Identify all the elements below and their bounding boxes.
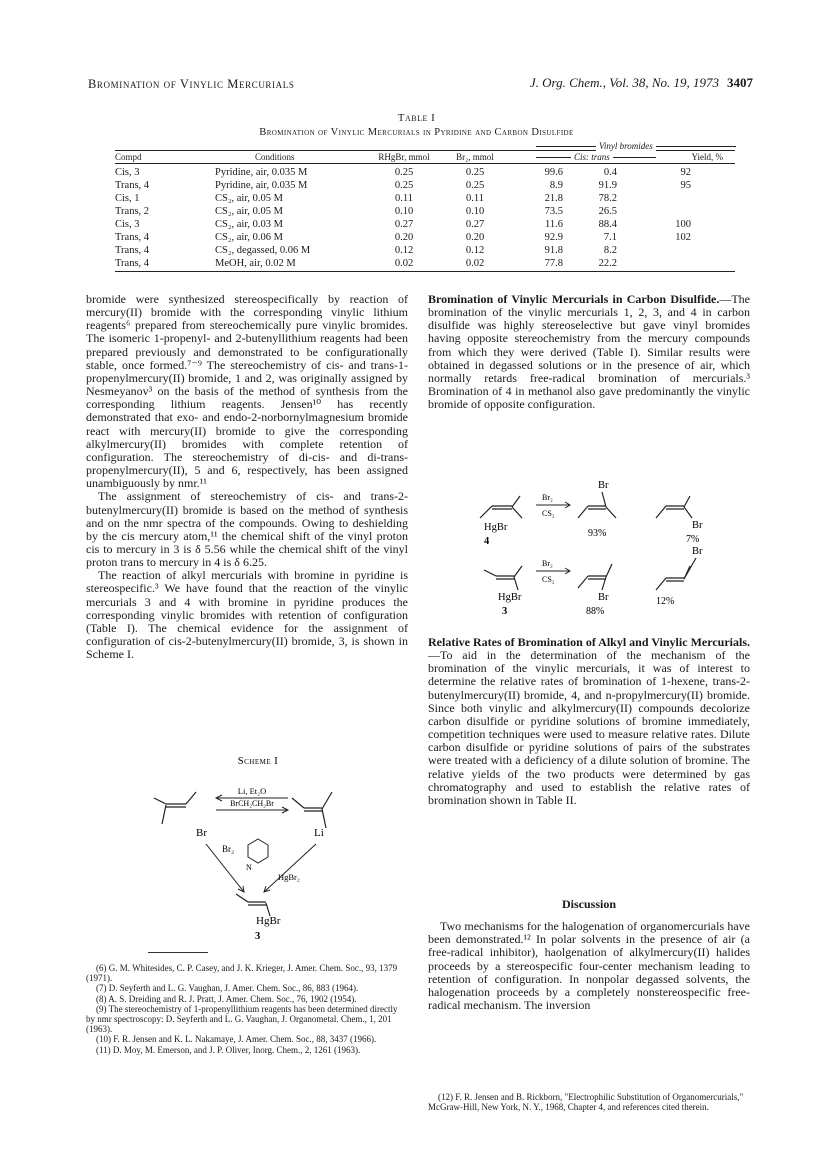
rxn-hgbr-label-bottom: HgBr [498,592,522,603]
col-header-rhgbr: RHgBr, mmol [378,152,430,162]
scheme-li-label: Li [314,827,324,839]
left-column [86,293,408,661]
cell-compd: Cis, 3 [115,167,140,178]
rxn-br-label-4: Br [692,546,703,557]
right-column-section-2 [428,636,750,807]
footnote: (7) D. Seyferth and L. G. Vaughan, J. Amer. Chem. Soc., 86, 883 (1964). [96,983,359,994]
cell-cis: 8.9 [549,180,563,191]
scheme-br-label: Br [196,827,207,839]
cell-rhgbr: 0.02 [394,258,414,269]
paragraph: The reaction of alkyl mercurials with bromine in pyridine is stereospecific.³ We have found that the reaction of the vinylic mercurials 3 and 4 with bromine in pyridine produces the corresponding vinylic bromides with retention of configuration (Table I). The chemical evidence for the assignment of configuration of cis-2-butenylmercury(II) bromide, 3, is shown in Scheme I. [86,568,408,662]
cell-rhgbr: 0.27 [394,219,414,230]
table-row [115,179,735,192]
cell-trans: 8.2 [603,245,617,256]
cell-cis: 99.6 [544,167,563,178]
table-row [115,205,735,218]
pyridine-ring [248,839,268,863]
cell-cis: 21.8 [544,193,563,204]
paragraph-text: —The bromination of the vinylic mercurials 1, 2, 3, and 4 in carbon disulfide was highly stereoselective but gave vinyl bromides having opposite stereochemistry from the mercury compounds from which they were derived (Table I). Similar results were obtained in degassed solutions or in the presence of air, which normally retards free-radical bromination of mercurials.³ Bromination of 4 in methanol also gave predominantly the vinylic bromide of opposite configuration. [428,292,750,412]
cis-butenylmercury-reactant [484,566,522,590]
cell-conditions: Pyridine, air, 0.035 M [215,167,308,178]
trans-vinyl-bromide-product [656,496,692,518]
cell-compd: Trans, 2 [115,206,150,217]
paragraph: bromide were synthesized stereospecifically by reaction of mercury(II) bromide with the corresponding vinylic lithium reagents⁶ prepared from stereochemically pure vinylic bromides. The isomeric 1-propenyl- and 2-butenyllithium reagents had been prepared previously and demonstrated to be configurationally stable, once formed.⁷⁻⁹ The stereochemistry of cis- and trans-1-propenylmercury(II) bromide, 1 and 2, was originally assigned by Nesmeyanov³ on the basis of the method of synthesis from the corresponding lithium reagents. Jensen¹⁰ has recently demonstrated that exo- and endo-2-norbornylmagnesium bromide react with mercury(II) bromide to give the corresponding alkylmercury(II) bromides with complete retention of configuration. The stereochemistry of di-cis- and di-trans-propenylmercury(II), 5 and 6, respectively, has been assigned unambiguously by nmr.¹¹ [86,292,408,491]
rxn-yield-7: 7% [686,534,700,545]
rxn-cs2-top: CS₂ [542,509,555,518]
scheme-hgbr-label: HgBr [256,915,281,927]
table-row [115,257,735,270]
section-heading: Bromination of Vinylic Mercurials in Carbon Disulfide. [428,292,720,306]
rxn-cs2-bottom: CS₂ [542,575,555,584]
rxn-hgbr-label-top: HgBr [484,522,508,533]
cell-cis: 92.9 [544,232,563,243]
running-title: Bromination of Vinylic Mercurials [88,77,295,91]
cell-conditions: CS₂, air, 0.03 M [215,219,283,230]
cell-conditions: CS₂, air, 0.05 M [215,193,283,204]
trans-butenylmercury-structure [480,496,522,518]
rxn-yield-88: 88% [586,606,605,617]
arrow-bottom-label: BrCH₂CH₂Br [230,799,274,808]
right-column-section-1 [428,293,750,411]
cell-rhgbr: 0.12 [394,245,414,256]
page-number: 3407 [727,75,753,90]
footnotes-right [428,1092,750,1112]
scheme-title: Scheme I [237,756,279,767]
cell-compd: Trans, 4 [115,232,150,243]
cell-br2: 0.25 [465,167,485,178]
cell-trans: 91.9 [598,180,617,191]
rxn-compound-4: 4 [484,536,490,547]
paragraph: Two mechanisms for the halogenation of organomercurials have been demonstrated.¹² In polar solvents in the presence of air (a free-radical inhibitor), haolgenation of alkylmercury(II) halides proceeds by a stereospecific four-center mechanism leading to retention of configuration. In nonpolar degassed solvents, the halogenation proceeds by a completely nonstereospecific free-radical mechanism. The inversion [428,919,750,1013]
col-header-yield: Yield, % [691,152,723,162]
cell-br2: 0.10 [465,206,485,217]
footnote: (11) D. Moy, M. Emerson, and J. P. Oliver, Inorg. Chem., 2, 1261 (1963). [96,1044,361,1055]
cis-vinyl-bromide-product [578,492,616,518]
scheme-compound-number: 3 [255,931,261,942]
cell-compd: Trans, 4 [115,245,150,256]
table-header-row [115,151,735,164]
cell-yield: 100 [675,219,691,230]
col-header-br2: Br₂, mmol [456,152,494,162]
paragraph [428,636,750,807]
cell-br2: 0.25 [465,180,485,191]
right-column-section-3 [428,898,750,1012]
trans-vinyl-bromide-product-2 [578,564,612,590]
cell-trans: 78.2 [598,193,617,204]
cell-compd: Trans, 4 [115,180,150,191]
cell-rhgbr: 0.10 [394,206,414,217]
section-heading: Discussion [561,897,617,911]
table-row [115,192,735,205]
scheme-diagram [140,752,370,942]
paragraph: The assignment of stereochemistry of cis- and trans-2-butenylmercury(II) bromide is based on the method of synthesis and on the nmr spectra of the compounds. Owing to deshielding by the cis mercury atom,¹¹ the chemical shift of the vinyl proton cis to mercury in 3 is δ 5.56 while the chemical shift of the vinyl proton trans to mercury in 4 is δ 6.25. [86,489,408,570]
cell-br2: 0.11 [466,193,484,204]
paragraph-text: —To aid in the determination of the mechanism of the bromination of the vinylic mercurials, it was of interest to determine the relative rates of bromination of 1-hexene, trans-2-butenylmercury(II) bromide, 4, and n-propylmercury(II) bromide. Since both vinylic and alkylmercury(II) compounds decolorize carbon disulfide or pyridine solutions of bromine immediately, competition techniques were used to measure relative rates. Dilute carbon disulfide or pyridine solutions of pairs of the substrates were treated with a deficiency of a dilute solution of bromine. The relative yields of the two products were determined by gas chromatography and used to establish the relative rates of bromination shown in Table II. [428,648,750,807]
table-row [115,244,735,257]
scheme-br2-label: Br₂ [222,844,235,854]
table-caption: Bromination of Vinylic Mercurials in Pyridine and Carbon Disulfide [259,127,574,138]
rxn-compound-3: 3 [502,606,508,617]
rxn-yield-93: 93% [588,528,607,539]
cell-yield: 95 [680,180,691,191]
table-bottom-rule [115,271,735,272]
cell-br2: 0.27 [465,219,485,230]
cell-conditions: Pyridine, air, 0.035 M [215,180,308,191]
cell-trans: 22.2 [598,258,617,269]
rxn-br-label-3: Br [598,592,609,603]
rxn-yield-12: 12% [656,596,675,607]
paragraph [428,293,750,411]
cell-rhgbr: 0.20 [394,232,414,243]
arrow-top-label: Li, Et₂O [237,786,267,796]
cell-cis: 73.5 [544,206,563,217]
footnote-rule [148,952,208,953]
journal-name: J. Org. Chem., Vol. 38, No. 19, 1973 [529,75,719,90]
cell-cis: 91.8 [544,245,563,256]
cell-br2: 0.20 [465,232,485,243]
rxn-br2-top: Br₂ [542,493,553,502]
cell-conditions: MeOH, air, 0.02 M [215,258,296,269]
rxn-br-label-1: Br [598,480,609,491]
cell-conditions: CS₂, degassed, 0.06 M [215,245,311,256]
table-sub-header: Cis: trans [571,152,613,162]
bromination-reaction-figure [470,478,730,628]
table-group-header: Vinyl bromides [596,141,656,151]
cis-butenylmercury-structure [236,894,270,916]
footnotes-left [86,963,408,1055]
table-row [115,231,735,244]
cell-trans: 88.4 [598,219,617,230]
scheme-n-label: N [246,863,252,872]
cell-rhgbr: 0.11 [395,193,413,204]
cell-cis: 11.6 [545,219,563,230]
cell-br2: 0.02 [465,258,485,269]
cell-br2: 0.12 [465,245,485,256]
table-row [115,218,735,231]
journal-citation [530,75,753,91]
cell-cis: 77.8 [544,258,563,269]
rxn-br-label-2: Br [692,520,703,531]
footnote: (10) F. R. Jensen and K. L. Nakamaye, J. Amer. Chem. Soc., 88, 3437 (1966). [96,1034,377,1045]
cell-trans: 26.5 [598,206,617,217]
col-header-compd: Compd [115,152,142,162]
cell-conditions: CS₂, air, 0.06 M [215,232,283,243]
col-header-conditions: Conditions [255,152,295,162]
scheme-hgbr2-label: HgBr₂ [278,872,300,882]
cell-conditions: CS₂, air, 0.05 M [215,206,283,217]
cell-rhgbr: 0.25 [394,180,414,191]
cell-yield: 92 [680,167,691,178]
section-heading: Relative Rates of Bromination of Alkyl and Vinylic Mercurials. [428,635,750,649]
cell-compd: Cis, 1 [115,193,140,204]
table-title: Table I [397,112,436,124]
cell-rhgbr: 0.25 [394,167,414,178]
cell-trans: 0.4 [603,167,617,178]
cell-compd: Cis, 3 [115,219,140,230]
footnote: (12) F. R. Jensen and B. Rickborn, "Electrophilic Substitution of Organomercurials," McGraw-Hill, New York, N. Y., 1968, Chapter 4, and references cited therein. [428,1092,744,1113]
cell-compd: Trans, 4 [115,258,150,269]
footnote: (9) The stereochemistry of 1-propenyllithium reagents has been determined directly by nmr spectroscopy: D. Seyferth and L. G. Vaughan, J. Organometal. Chem., 1, 201 (1963). [86,1003,398,1035]
cell-trans: 7.1 [603,232,617,243]
cis-vinyl-bromide-structure [154,792,196,824]
table-row [115,166,735,179]
rxn-br2-bottom: Br₂ [542,559,553,568]
cis-vinyl-bromide-product-2 [656,558,696,590]
footnote: (8) A. S. Dreiding and R. J. Pratt, J. Amer. Chem. Soc., 76, 1902 (1954). [96,993,357,1004]
footnote: (6) G. M. Whitesides, C. P. Casey, and J. K. Krieger, J. Amer. Chem. Soc., 93, 1379 (1971). [86,963,398,984]
cis-vinyl-lithium-structure [292,792,332,828]
cell-yield: 102 [675,232,691,243]
